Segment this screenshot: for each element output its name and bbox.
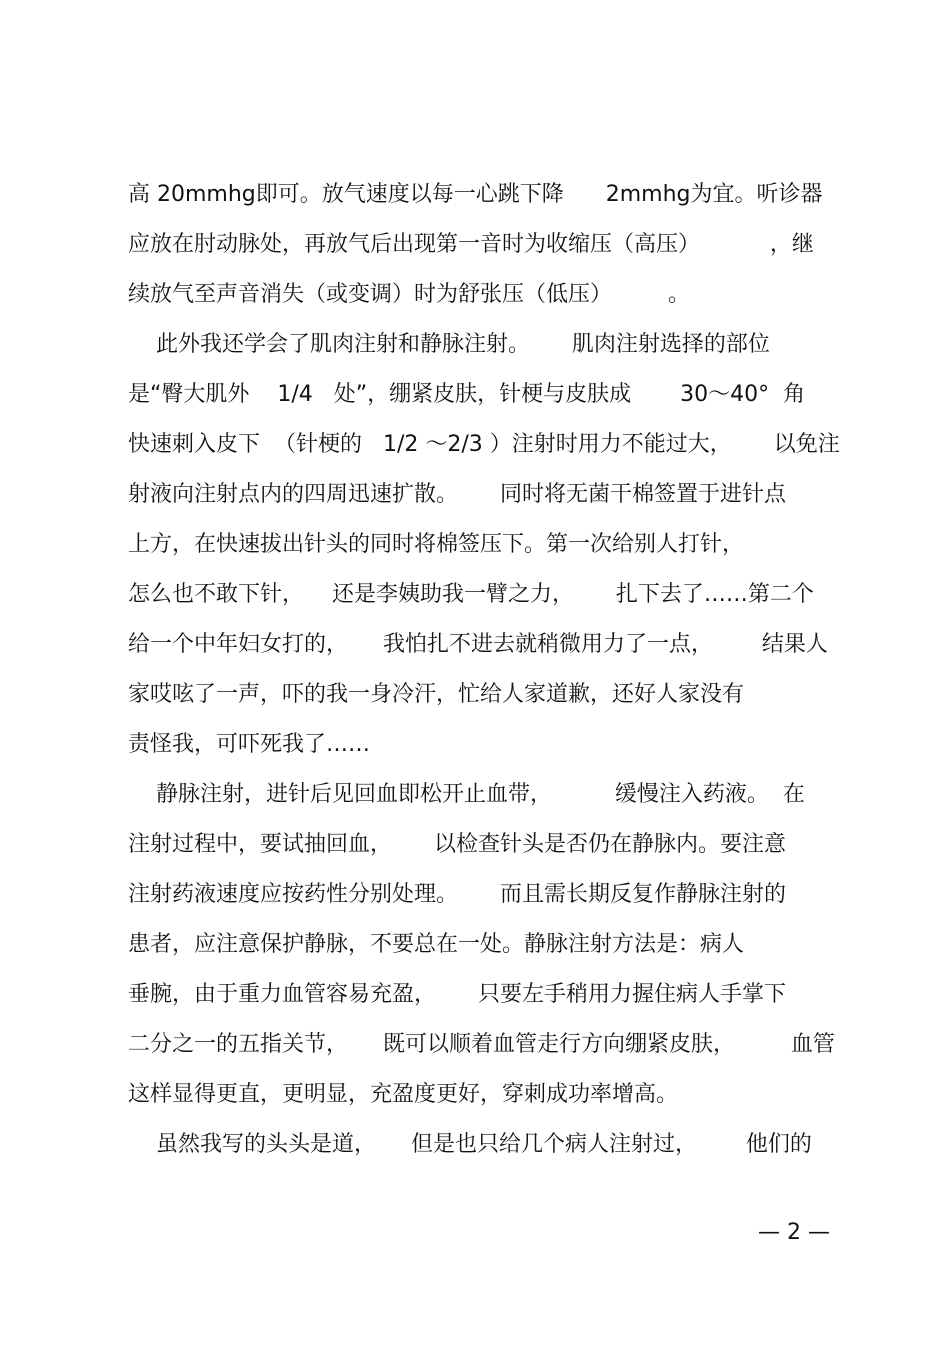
text-line: 家哎呟了一声，吓的我一身冷汗，忙给人家道歉，还好人家没有 [128,682,745,707]
text-line: 二分之一的五指关节， 既可以顺着血管走行方向绷紧皮肤， 血管 [128,1032,835,1057]
text-line: 射液向注射点内的四周迅速扩散。 同时将无菌干棉签置于进针点 [128,482,786,507]
body-text [128,172,838,1172]
text-line: 虽然我写的头头是道， 但是也只给几个病人注射过， 他们的 [128,1132,812,1157]
text-line: 是“臀大肌外 1/4 处”，绷紧皮肤，针梗与皮肤成 30～40° 角 [128,382,806,407]
text-line: 续放气至声音消失（或变调）时为舒张压（低压） 。 [128,282,690,307]
text-line: 应放在肘动脉处，再放气后出现第一音时为收缩压（高压） ，继 [128,232,814,257]
text-line: 垂腕，由于重力血管容易充盈， 只要左手稍用力握住病人手掌下 [128,982,786,1007]
text-line: 怎么也不敢下针， 还是李姨助我一臂之力， 扎下去了……第二个 [128,582,814,607]
text-line: 给一个中年妇女打的， 我怕扎不进去就稍微用力了一点， 结果人 [128,632,828,657]
text-line: 快速刺入皮下 （针梗的 1/2 ～2/3 ）注射时用力不能过大， 以免注 [128,432,840,457]
text-line: 注射药液速度应按药性分别处理。 而且需长期反复作静脉注射的 [128,882,786,907]
text-line: 高 20mmhg即可。放气速度以每一心跳下降 2mmhg为宜。听诊器 [128,182,823,207]
text-line: 责怪我，可吓死我了…… [128,732,371,757]
text-line: 这样显得更直，更明显，充盈度更好，穿刺成功率增高。 [128,1082,679,1107]
text-line: 上方，在快速拔出针头的同时将棉签压下。第一次给别人打针， [128,532,745,557]
page-number: — 2 — [758,1220,830,1245]
text-line: 患者，应注意保护静脉，不要总在一处。静脉注射方法是：病人 [128,932,745,957]
text-line: 此外我还学会了肌肉注射和静脉注射。 肌肉注射选择的部位 [128,332,770,357]
text-line: 注射过程中，要试抽回血， 以检查针头是否仍在静脉内。要注意 [128,832,786,857]
text-line: 静脉注射，进针后见回血即松开止血带， 缓慢注入药液。 在 [128,782,805,807]
